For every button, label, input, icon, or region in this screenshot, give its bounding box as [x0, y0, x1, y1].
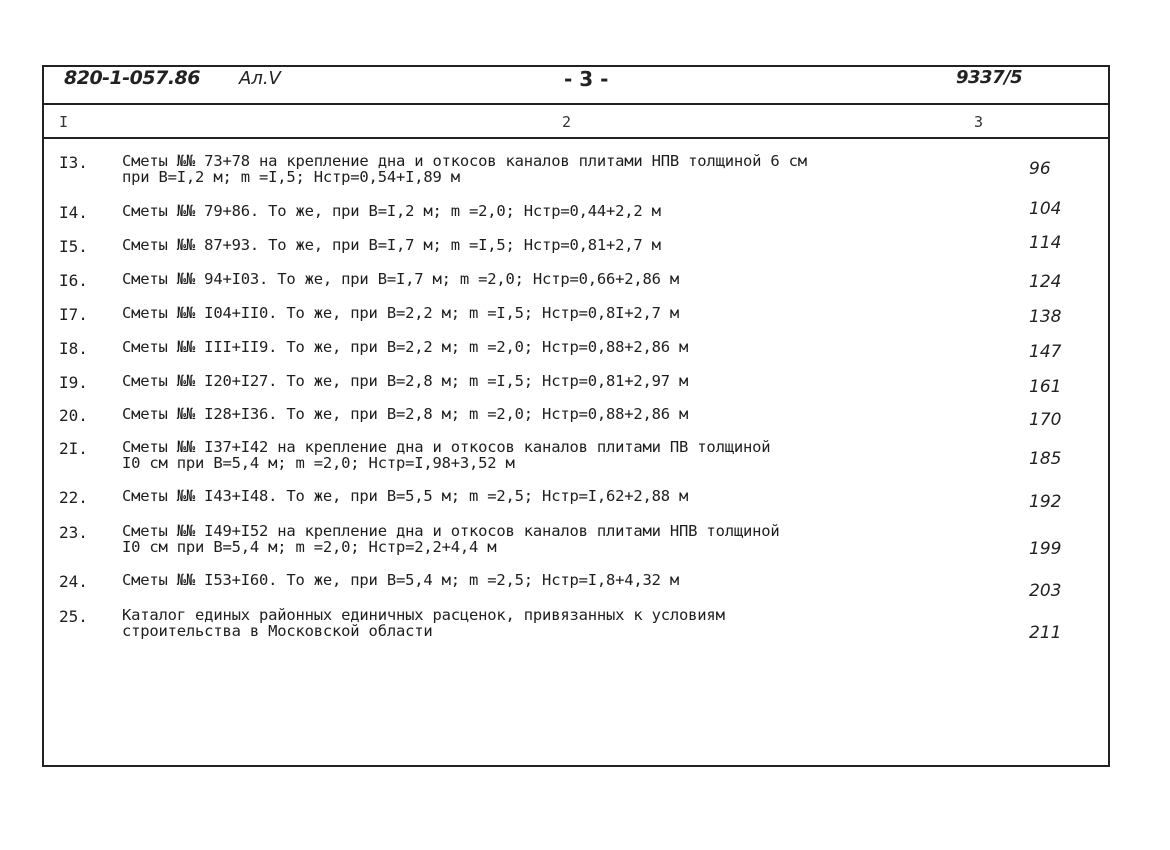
row-description: Сметы №№ 87+93. То же, при В=I,7 м; m =I,5; Нстр=0,81+2,7 м: [122, 236, 661, 254]
row-number: 23.: [59, 523, 88, 542]
row-page: 211: [1029, 623, 1062, 643]
row-number: I7.: [59, 305, 88, 324]
row-description: Каталог единых районных единичных расценок, привязанных к условиям строительства в Московской области: [122, 606, 725, 640]
row-page: 199: [1029, 539, 1062, 559]
row-description: Сметы №№ 79+86. То же, при В=I,2 м; m =2,0; Нстр=0,44+2,2 м: [122, 202, 661, 220]
row-description: Сметы №№ I20+I27. То же, при В=2,8 м; m =I,5; Нстр=0,81+2,97 м: [122, 372, 689, 390]
row-page: 203: [1029, 581, 1062, 601]
page-number: - 3 -: [564, 67, 609, 91]
row-number: I6.: [59, 271, 88, 290]
row-description: Сметы №№ I37+I42 на крепление дна и откосов каналов плитами ПВ толщиной I0 см при В=5,4 м; m =2,0; Нстр=I,98+3,52 м: [122, 438, 771, 472]
row-number: 20.: [59, 406, 88, 425]
column-header-divider: [44, 137, 1108, 139]
row-page: 124: [1029, 272, 1062, 292]
row-page: 185: [1029, 449, 1062, 469]
row-number: I4.: [59, 203, 88, 222]
document-frame: [42, 65, 1110, 767]
row-number: 2I.: [59, 439, 88, 458]
row-page: 138: [1029, 307, 1062, 327]
row-page: 104: [1029, 199, 1062, 219]
row-description: Сметы №№ I49+I52 на крепление дна и откосов каналов плитами НПВ толщиной I0 см при В=5,4 м; m =2,0; Нстр=2,2+4,4 м: [122, 522, 780, 556]
sheet-label: Ал.V: [239, 68, 281, 89]
row-description: Сметы №№ I28+I36. То же, при В=2,8 м; m =2,0; Нстр=0,88+2,86 м: [122, 405, 689, 423]
row-page: 192: [1029, 492, 1062, 512]
row-number: 25.: [59, 607, 88, 626]
row-number: I9.: [59, 373, 88, 392]
row-page: 170: [1029, 410, 1062, 430]
row-description: Сметы №№ III+II9. То же, при В=2,2 м; m =2,0; Нстр=0,88+2,86 м: [122, 338, 689, 356]
row-page: 96: [1029, 159, 1051, 179]
row-page: 147: [1029, 342, 1062, 362]
row-number: 22.: [59, 488, 88, 507]
row-description: Сметы №№ 73+78 на крепление дна и откосов каналов плитами НПВ толщиной 6 см при В=I,2 м; m =I,5; Нстр=0,54+I,89 м: [122, 152, 807, 186]
document-code: 820-1-057.86: [64, 67, 200, 89]
row-description: Сметы №№ I43+I48. То же, при В=5,5 м; m =2,5; Нстр=I,62+2,88 м: [122, 487, 689, 505]
column-header-3: 3: [974, 113, 984, 131]
row-description: Сметы №№ I04+II0. То же, при В=2,2 м; m =I,5; Нстр=0,8I+2,7 м: [122, 304, 680, 322]
inventory-number: 9337/5: [956, 67, 1023, 88]
row-description: Сметы №№ I53+I60. То же, при В=5,4 м; m =2,5; Нстр=I,8+4,32 м: [122, 571, 680, 589]
row-number: I3.: [59, 153, 88, 172]
column-header-2: 2: [562, 113, 572, 131]
row-description: Сметы №№ 94+I03. То же, при В=I,7 м; m =2,0; Нстр=0,66+2,86 м: [122, 270, 680, 288]
row-number: I5.: [59, 237, 88, 256]
row-page: 161: [1029, 377, 1062, 397]
row-number: 24.: [59, 572, 88, 591]
row-page: 114: [1029, 233, 1062, 253]
header-divider: [44, 103, 1108, 105]
row-number: I8.: [59, 339, 88, 358]
column-header-1: I: [59, 113, 69, 131]
